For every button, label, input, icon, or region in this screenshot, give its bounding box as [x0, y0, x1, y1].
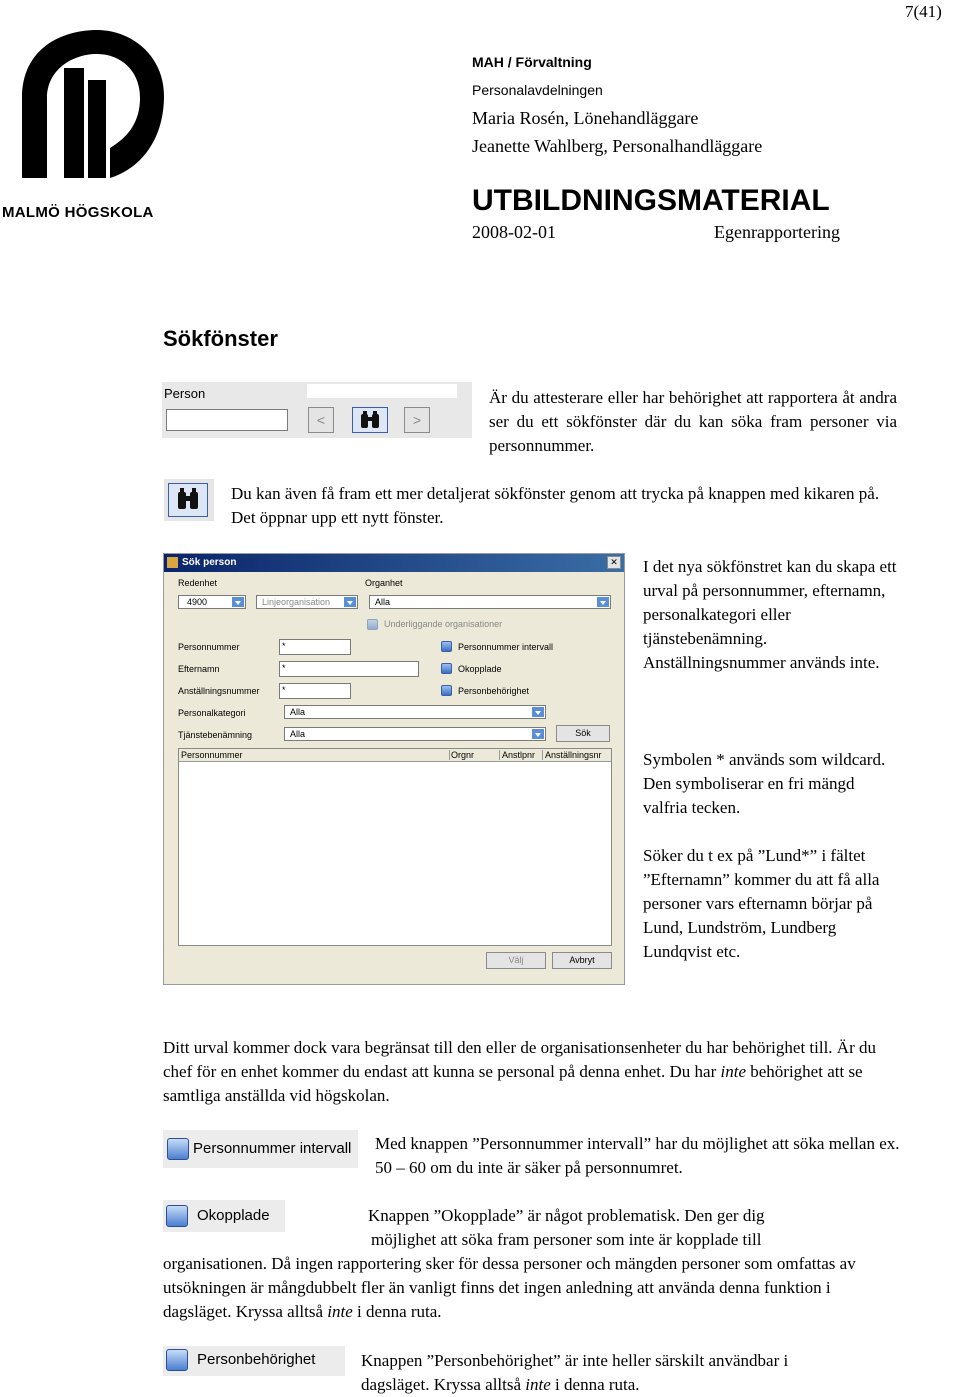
header-author1: Maria Rosén, Lönehandläggare	[472, 108, 699, 128]
checkbox-icon[interactable]	[167, 1138, 189, 1160]
results-table	[178, 748, 612, 946]
logo-text: MALMÖ HÖGSKOLA	[2, 204, 154, 221]
personalkategori-select[interactable]: Alla	[284, 705, 546, 719]
binoculars-icon	[169, 484, 207, 516]
mini-search-panel	[162, 382, 472, 438]
column-personnummer[interactable]: Personnummer	[180, 750, 450, 760]
personbehorighet-checkbox[interactable]	[441, 685, 452, 696]
personbehorighet-crop	[163, 1346, 345, 1376]
header-subject: Egenrapportering	[714, 222, 840, 242]
crop-personbehorighet-label: Personbehörighet	[197, 1351, 316, 1368]
avbryt-button[interactable]: Avbryt	[552, 952, 612, 969]
section-title: Sökfönster	[163, 326, 278, 351]
paragraph-access-limit: Ditt urval kommer dock vara begränsat till den eller de organisationsenheter du har behörighet till. Är du chef för en enhet kommer du endast att kunna se personal på denna enhet. Du har inte behörighet att se samtliga anställda vid högskolan.	[163, 1038, 876, 1105]
column-orgnr[interactable]: Orgnr	[450, 750, 500, 760]
chevron-down-icon	[344, 597, 356, 607]
column-anstlpnr[interactable]: Anstlpnr	[501, 750, 543, 760]
sok-button[interactable]: Sök	[556, 725, 610, 742]
header-date: 2008-02-01	[472, 222, 556, 242]
paragraph-new-window: I det nya sökfönstret kan du skapa ett urval på personnummer, efternamn, personalkategori eller tjänstebenämning. Anställningsnummer används inte.	[643, 557, 897, 672]
paragraph-example: Söker du t ex på ”Lund*” i fältet ”Efternamn” kommer du att få alla personer vars efternamn börjar på Lund, Lundström, Lundberg Lundqvist etc.	[643, 846, 880, 961]
personnummer-label: Personnummer	[178, 642, 240, 652]
crop-okopplade-label: Okopplade	[197, 1207, 270, 1224]
results-header	[179, 749, 611, 762]
column-anstallningsnr[interactable]: Anställningsnr	[545, 750, 602, 760]
header-unit: Personalavdelningen	[472, 82, 603, 98]
header-author2: Jeanette Wahlberg, Personalhandläggare	[472, 136, 763, 156]
underliggande-label: Underliggande organisationer	[384, 619, 503, 629]
personnummer-input[interactable]: *	[279, 639, 351, 655]
prev-button[interactable]: <	[308, 407, 334, 433]
binoculars-icon	[353, 408, 387, 432]
okopplade-checkbox[interactable]	[441, 663, 452, 674]
crop-intervall-label: Personnummer intervall	[193, 1140, 352, 1157]
paragraph-wildcard: Symbolen * används som wildcard. Den symboliserar en fri mängd valfria tecken.	[643, 750, 886, 817]
chevron-down-icon	[597, 597, 609, 607]
tjanstebenamning-select[interactable]: Alla	[284, 727, 546, 741]
paragraph-okopplade-1: Knappen ”Okopplade” är något problematisk. Den ger dig	[368, 1206, 765, 1225]
orgenhet-select[interactable]: Alla	[369, 595, 611, 609]
mini-search-input[interactable]	[166, 409, 288, 431]
document-title: UTBILDNINGSMATERIAL	[472, 184, 830, 217]
anstallningsnummer-input[interactable]: *	[279, 683, 351, 699]
binoculars-button-large[interactable]	[164, 479, 214, 521]
paragraph-personbehorighet-1: Knappen ”Personbehörighet” är inte heller särskilt användbar i	[361, 1351, 789, 1370]
dialog-title-bar	[164, 554, 624, 572]
binoculars-button[interactable]	[352, 407, 388, 433]
dialog-title: Sök person	[182, 557, 237, 568]
personnummer-intervall-crop	[163, 1130, 358, 1168]
chevron-down-icon	[232, 597, 244, 607]
underliggande-checkbox[interactable]	[367, 619, 378, 630]
orgenhet-label: Organhet	[365, 578, 403, 588]
efternamn-input[interactable]: *	[279, 661, 419, 677]
anstallningsnummer-label: Anställningsnummer	[178, 686, 260, 696]
tjanstebenamning-label: Tjänstebenämning	[178, 730, 253, 740]
linjeorganisation-select[interactable]: Linjeorganisation	[256, 595, 358, 609]
intervall-checkbox[interactable]	[441, 641, 452, 652]
next-button[interactable]: >	[404, 407, 430, 433]
close-icon[interactable]: ✕	[607, 556, 621, 569]
paragraph-okopplade-3: organisationen. Då ingen rapportering sker för dessa personer och mängden personer som omfattas av utsökningen är mångdubbelt fler än vanligt finns det ingen anledning att använda denna funktion i dagsläget. Kryssa alltså inte i denna ruta.	[163, 1254, 856, 1321]
header-department: MAH / Förvaltning	[472, 54, 592, 70]
app-icon	[167, 557, 178, 568]
paragraph-personbehorighet-2: dagsläget. Kryssa alltså inte i denna ruta.	[361, 1375, 640, 1394]
logo-mark-icon	[2, 28, 167, 203]
chevron-down-icon	[532, 729, 544, 739]
chevron-down-icon	[532, 707, 544, 717]
page-number: 7(41)	[905, 2, 942, 21]
personalkategori-label: Personalkategori	[178, 708, 246, 718]
paragraph-binoculars: Du kan även få fram ett mer detaljerat sökfönster genom att trycka på knappen med kikaren på. Det öppnar upp ett nytt fönster.	[231, 484, 880, 527]
redenhet-select[interactable]: 4900	[178, 595, 246, 609]
search-person-dialog	[163, 553, 625, 985]
valj-button[interactable]: Välj	[486, 952, 546, 969]
paragraph-search-window: Är du attesterare eller har behörighet att rapportera åt andra ser du ett sökfönster där du kan söka fram personer via personnummer.	[489, 388, 897, 455]
paragraph-intervall: Med knappen ”Personnummer intervall” har du möjlighet att söka mellan ex. 50 – 60 om du inte är säker på personnumret.	[375, 1134, 900, 1177]
checkbox-icon[interactable]	[166, 1349, 188, 1371]
mini-search-label: Person	[164, 386, 206, 401]
personbehorighet-label: Personbehörighet	[458, 686, 530, 696]
paragraph-okopplade-2: möjlighet att söka fram personer som inte är kopplade till	[371, 1230, 762, 1249]
intervall-label: Personnummer intervall	[458, 642, 554, 652]
efternamn-label: Efternamn	[178, 664, 220, 674]
malmo-hogskola-logo	[2, 28, 167, 203]
okopplade-crop	[163, 1200, 285, 1232]
okopplade-label: Okopplade	[458, 664, 502, 674]
checkbox-icon[interactable]	[166, 1205, 188, 1227]
redenhet-label: Redenhet	[178, 578, 218, 588]
